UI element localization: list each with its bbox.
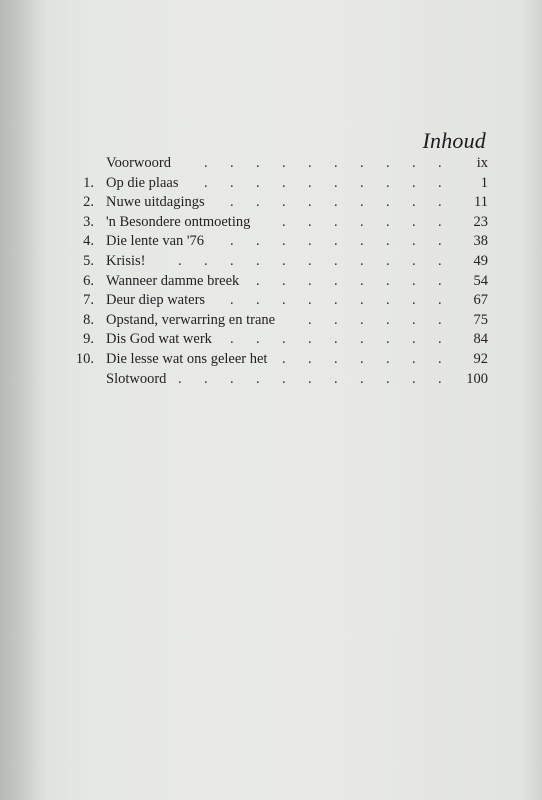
dot-leader: .: [360, 174, 364, 191]
toc-entry-page: 23: [473, 213, 488, 230]
toc-entry-page: ix: [476, 155, 488, 171]
dot-leader: .: [282, 155, 286, 171]
dot-leader: .: [204, 370, 208, 387]
dot-leader: .: [386, 174, 390, 191]
toc-entry-number: 3.: [83, 213, 94, 230]
dot-leader: .: [412, 370, 416, 387]
dot-leader: .: [178, 370, 182, 387]
toc-entry-page: 54: [473, 272, 488, 289]
dot-leader: .: [308, 311, 312, 328]
dot-leader: .: [360, 155, 364, 171]
dot-leader: .: [412, 194, 416, 211]
dot-leader: .: [334, 213, 338, 230]
toc-entry-title: Wanneer damme breek: [106, 272, 240, 289]
dot-leader: .: [412, 233, 416, 250]
toc-entry-page: 1: [480, 174, 488, 191]
dot-leader: .: [334, 252, 338, 269]
dot-leader: .: [334, 194, 338, 211]
toc-entry-title: Krisis!: [106, 252, 146, 269]
table-of-contents: [72, 155, 488, 390]
toc-entry-page: 75: [473, 311, 488, 328]
dot-leader: .: [412, 350, 416, 367]
toc-entry: [72, 331, 488, 351]
toc-entry-title: Deur diep waters: [106, 292, 206, 309]
dot-leader: .: [386, 194, 390, 211]
toc-entry: [72, 351, 488, 371]
toc-entry: [72, 194, 488, 214]
dot-leader: .: [282, 174, 286, 191]
dot-leader: .: [204, 252, 208, 269]
dot-leader: .: [308, 292, 312, 309]
dot-leader: .: [438, 370, 442, 387]
dot-leader: .: [308, 350, 312, 367]
toc-entry-title: Op die plaas: [106, 174, 179, 191]
dot-leader: .: [386, 331, 390, 348]
dot-leader: .: [282, 213, 286, 230]
toc-entry-number: 8.: [83, 311, 94, 328]
dot-leader: .: [230, 331, 234, 348]
toc-entry: [72, 371, 488, 391]
dot-leader: .: [256, 233, 260, 250]
dot-leader: .: [256, 155, 260, 171]
dot-leader: .: [334, 272, 338, 289]
toc-entry: [72, 175, 488, 195]
dot-leader: .: [386, 370, 390, 387]
toc-entry-title: 'n Besondere ontmoeting: [106, 213, 251, 230]
dot-leader: .: [308, 213, 312, 230]
toc-entry-title: Die lente van '76: [106, 233, 205, 250]
dot-leader: .: [334, 292, 338, 309]
toc-entry-number: 5.: [83, 252, 94, 269]
dot-leader: .: [282, 370, 286, 387]
toc-entry-title: Dis God wat werk: [106, 331, 212, 348]
dot-leader: .: [256, 252, 260, 269]
dot-leader: .: [256, 331, 260, 348]
dot-leader: .: [256, 370, 260, 387]
dot-leader: .: [438, 233, 442, 250]
toc-entry-title: Slotwoord: [106, 370, 167, 387]
dot-leader: .: [438, 272, 442, 289]
dot-leader: .: [438, 252, 442, 269]
toc-entry-title: Die lesse wat ons geleer het: [106, 350, 268, 367]
dot-leader: .: [412, 272, 416, 289]
toc-entry-number: 4.: [83, 233, 94, 250]
dot-leader: .: [282, 233, 286, 250]
dot-leader: .: [308, 331, 312, 348]
dot-leader: .: [360, 331, 364, 348]
dot-leader: .: [178, 252, 182, 269]
dot-leader: .: [334, 331, 338, 348]
toc-entry-number: 9.: [83, 331, 94, 348]
dot-leader: .: [360, 292, 364, 309]
dot-leader: .: [204, 155, 208, 171]
dot-leader: .: [360, 311, 364, 328]
dot-leader: .: [308, 174, 312, 191]
dot-leader: .: [386, 311, 390, 328]
toc-entry-title: Opstand, verwarring en trane: [106, 311, 276, 328]
dot-leader: .: [438, 350, 442, 367]
dot-leader: .: [386, 213, 390, 230]
toc-entry-page: 67: [473, 292, 488, 309]
toc-entry: [72, 214, 488, 234]
toc-entry-page: 11: [474, 194, 488, 211]
dot-leader: .: [230, 252, 234, 269]
dot-leader: .: [308, 272, 312, 289]
dot-leader: .: [360, 233, 364, 250]
toc-entry-page: 38: [473, 233, 488, 250]
dot-leader: .: [386, 350, 390, 367]
dot-leader: .: [308, 252, 312, 269]
toc-entry: [72, 312, 488, 332]
toc-entry-number: 7.: [83, 292, 94, 309]
dot-leader: .: [386, 233, 390, 250]
toc-entry-number: 10.: [75, 350, 94, 367]
dot-leader: .: [438, 311, 442, 328]
dot-leader: .: [360, 194, 364, 211]
dot-leader: .: [334, 233, 338, 250]
dot-leader: .: [282, 292, 286, 309]
dot-leader: .: [204, 174, 208, 191]
dot-leader: .: [412, 311, 416, 328]
dot-leader: .: [230, 292, 234, 309]
toc-entry-page: 92: [473, 350, 488, 367]
toc-entry-title: Nuwe uitdagings: [106, 194, 205, 211]
toc-entry-page: 49: [473, 252, 488, 269]
dot-leader: .: [282, 272, 286, 289]
dot-leader: .: [334, 350, 338, 367]
dot-leader: .: [438, 155, 442, 171]
toc-entry-number: 6.: [83, 272, 94, 289]
dot-leader: .: [334, 311, 338, 328]
dot-leader: .: [412, 155, 416, 171]
dot-leader: .: [360, 272, 364, 289]
dot-leader: .: [308, 370, 312, 387]
dot-leader: .: [282, 194, 286, 211]
toc-entry: [72, 155, 488, 175]
dot-leader: .: [412, 174, 416, 191]
dot-leader: .: [438, 292, 442, 309]
dot-leader: .: [412, 331, 416, 348]
dot-leader: .: [386, 252, 390, 269]
dot-leader: .: [438, 194, 442, 211]
dot-leader: .: [230, 233, 234, 250]
toc-entry-number: 2.: [83, 194, 94, 211]
toc-entry-number: 1.: [83, 174, 94, 191]
dot-leader: .: [308, 155, 312, 171]
page-title: Inhoud: [422, 128, 486, 153]
dot-leader: .: [360, 370, 364, 387]
dot-leader: .: [282, 252, 286, 269]
dot-leader: .: [230, 155, 234, 171]
dot-leader: .: [256, 174, 260, 191]
dot-leader: .: [308, 194, 312, 211]
dot-leader: .: [282, 331, 286, 348]
dot-leader: .: [230, 174, 234, 191]
dot-leader: .: [360, 350, 364, 367]
toc-entry-page: 100: [466, 370, 488, 387]
dot-leader: .: [386, 292, 390, 309]
dot-leader: .: [282, 350, 286, 367]
toc-entry: [72, 233, 488, 253]
toc-entry: [72, 273, 488, 293]
dot-leader: .: [334, 174, 338, 191]
dot-leader: .: [438, 213, 442, 230]
dot-leader: .: [386, 272, 390, 289]
dot-leader: .: [438, 174, 442, 191]
dot-leader: .: [360, 213, 364, 230]
dot-leader: .: [412, 213, 416, 230]
dot-leader: .: [256, 292, 260, 309]
dot-leader: .: [334, 370, 338, 387]
dot-leader: .: [412, 252, 416, 269]
dot-leader: .: [386, 155, 390, 171]
dot-leader: .: [438, 331, 442, 348]
dot-leader: .: [360, 252, 364, 269]
toc-entry: [72, 292, 488, 312]
page-spine-shadow: [0, 0, 46, 800]
toc-entry-title: Voorwoord: [106, 155, 171, 171]
dot-leader: .: [308, 233, 312, 250]
dot-leader: .: [230, 370, 234, 387]
toc-entry-page: 84: [473, 331, 488, 348]
dot-leader: .: [256, 194, 260, 211]
dot-leader: .: [256, 272, 260, 289]
dot-leader: .: [412, 292, 416, 309]
toc-entry: [72, 253, 488, 273]
dot-leader: .: [230, 194, 234, 211]
dot-leader: .: [334, 155, 338, 171]
